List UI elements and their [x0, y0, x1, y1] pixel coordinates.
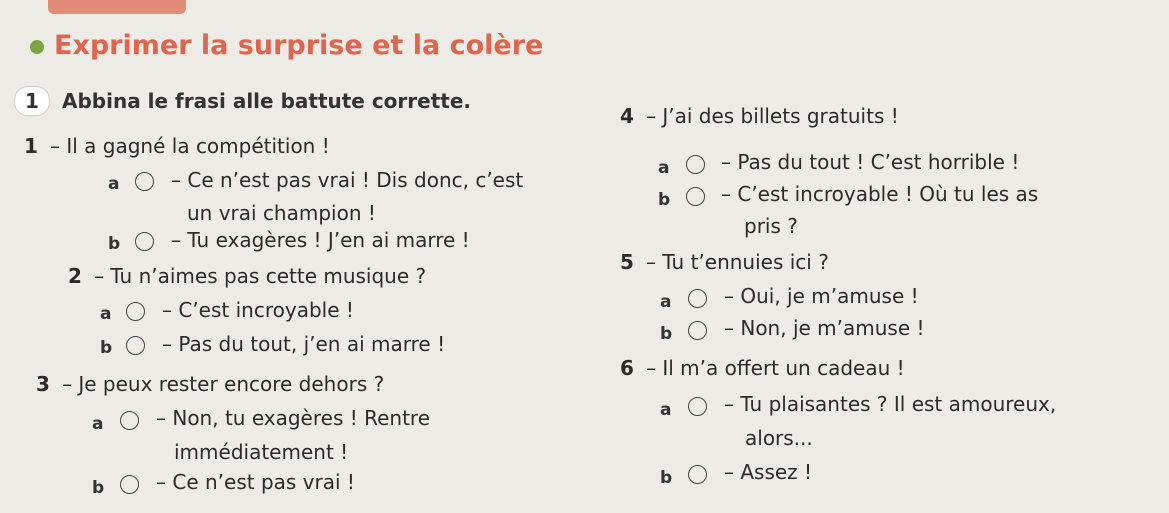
option-6b-text: – Assez !: [724, 460, 813, 484]
section-title: [30, 30, 543, 61]
option-5b-text: – Non, je m’amuse !: [724, 316, 925, 340]
answer-radio-5a[interactable]: [688, 289, 707, 308]
option-4b-continuation: pris ?: [744, 214, 798, 238]
option-letter: b: [658, 190, 671, 210]
option-3a-text: – Non, tu exagères ! Rentre: [156, 406, 431, 430]
question-number: 6: [620, 356, 634, 380]
question-6: [620, 356, 905, 380]
question-number: 4: [620, 104, 634, 128]
question-3: [36, 372, 384, 396]
answer-radio-3a[interactable]: [120, 411, 139, 430]
question-4: [620, 104, 899, 128]
answer-radio-6b[interactable]: [688, 465, 707, 484]
option-letter: a: [660, 400, 672, 420]
question-1: [24, 134, 330, 158]
option-5a-text: – Oui, je m’amuse !: [724, 284, 919, 308]
option-1a-text: – Ce n’est pas vrai ! Dis donc, c’est: [171, 168, 524, 192]
option-letter: a: [658, 158, 670, 178]
option-3a-continuation: immédiatement !: [174, 440, 349, 464]
question-number: 3: [36, 372, 50, 396]
option-letter: b: [660, 324, 673, 344]
question-number: 2: [68, 264, 82, 288]
question-text: – Il m’a offert un cadeau !: [646, 356, 905, 380]
option-6a-text: – Tu plaisantes ? Il est amoureux,: [724, 392, 1057, 416]
answer-radio-4b[interactable]: [686, 187, 705, 206]
bullet-icon: [30, 40, 44, 54]
answer-radio-3b[interactable]: [120, 475, 139, 494]
answer-radio-2a[interactable]: [126, 302, 145, 321]
exercise-header: [14, 86, 471, 116]
answer-radio-2b[interactable]: [126, 336, 145, 355]
option-2b-text: – Pas du tout, j’en ai marre !: [162, 332, 446, 356]
answer-radio-5b[interactable]: [688, 321, 707, 340]
option-letter: b: [92, 478, 105, 498]
option-letter: b: [660, 468, 673, 488]
exercise-number: 1: [14, 86, 50, 116]
answer-radio-1a[interactable]: [135, 172, 154, 191]
option-6a-continuation: alors...: [745, 426, 813, 450]
option-1a-continuation: un vrai champion !: [187, 201, 376, 225]
answer-radio-4a[interactable]: [686, 155, 705, 174]
section-title-text: Exprimer la surprise et la colère: [54, 30, 544, 61]
question-number: 5: [620, 250, 634, 274]
question-text: – Tu n’aimes pas cette musique ?: [94, 264, 427, 288]
option-letter: a: [92, 414, 104, 434]
question-text: – Il a gagné la compétition !: [50, 134, 330, 158]
option-2a-text: – C’est incroyable !: [162, 298, 354, 322]
option-letter: a: [108, 174, 120, 194]
exercise-instruction: Abbina le frasi alle battute corrette.: [62, 89, 471, 113]
option-letter: a: [100, 304, 112, 324]
option-letter: b: [100, 338, 113, 358]
question-text: – Je peux rester encore dehors ?: [62, 372, 385, 396]
question-number: 1: [24, 134, 38, 158]
answer-radio-6a[interactable]: [688, 397, 707, 416]
question-5: [620, 250, 829, 274]
option-letter: a: [660, 292, 672, 312]
option-1b-text: – Tu exagères ! J’en ai marre !: [171, 228, 470, 252]
question-2: [68, 264, 426, 288]
question-text: – J’ai des billets gratuits !: [646, 104, 899, 128]
option-4b-text: – C’est incroyable ! Où tu les as: [721, 182, 1039, 206]
option-letter: b: [108, 234, 121, 254]
question-text: – Tu t’ennuies ici ?: [646, 250, 829, 274]
top-decoration-bar: [48, 0, 186, 14]
option-4a-text: – Pas du tout ! C’est horrible !: [721, 150, 1020, 174]
option-3b-text: – Ce n’est pas vrai !: [156, 470, 355, 494]
answer-radio-1b[interactable]: [135, 232, 154, 251]
